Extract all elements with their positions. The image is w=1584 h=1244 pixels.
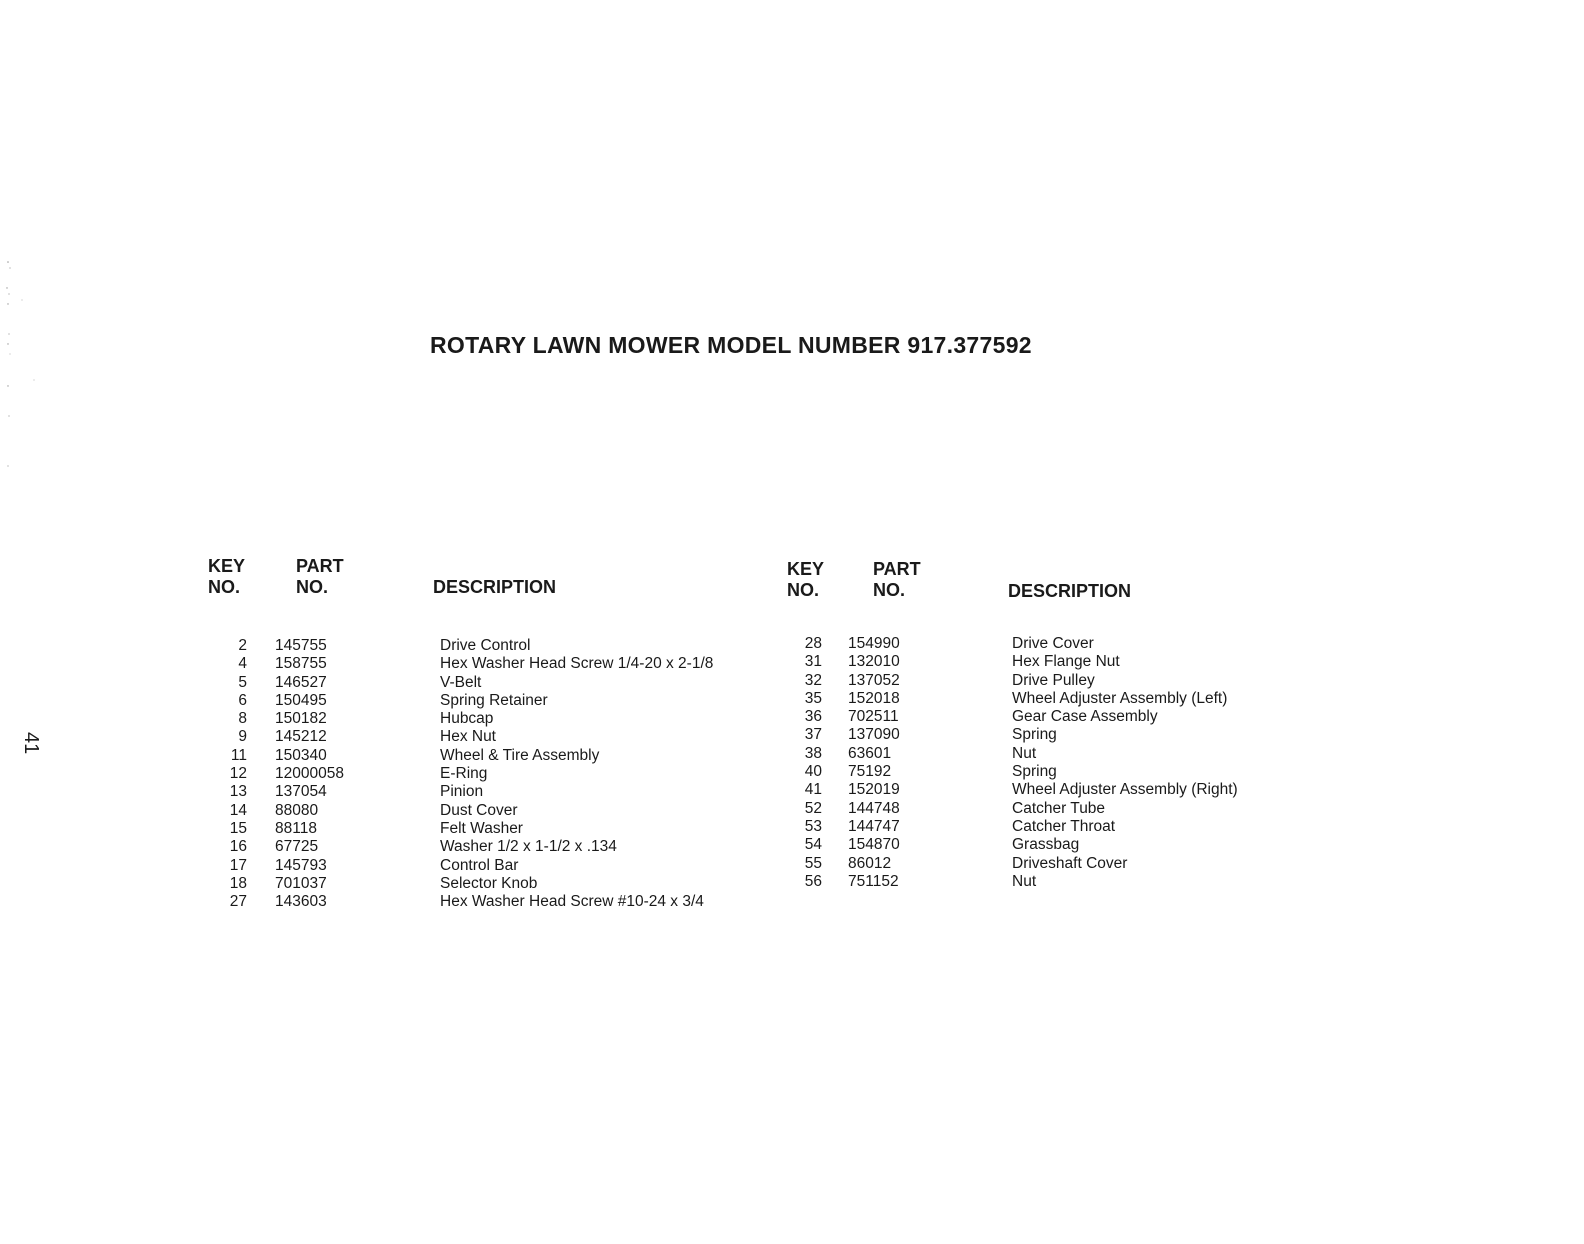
left-part-header-line2: NO. xyxy=(296,577,329,597)
part-number: 132010 xyxy=(848,653,900,671)
table-row xyxy=(780,690,1300,708)
part-description: Selector Knob xyxy=(440,874,538,892)
table-row xyxy=(200,820,760,838)
part-number: 702511 xyxy=(848,708,899,726)
left-part-header-line1: PART xyxy=(296,556,344,576)
part-description: Wheel & Tire Assembly xyxy=(440,746,600,764)
part-description: Driveshaft Cover xyxy=(1012,854,1128,872)
key-number: 14 xyxy=(229,801,247,819)
key-number: 37 xyxy=(804,726,822,744)
left-key-header xyxy=(208,556,245,598)
table-row xyxy=(780,855,1300,873)
part-number: 88118 xyxy=(275,819,317,837)
key-number: 2 xyxy=(238,637,247,654)
part-description: Hex Nut xyxy=(440,728,496,746)
key-number: 52 xyxy=(804,799,822,817)
key-number: 16 xyxy=(229,838,247,856)
key-number: 35 xyxy=(804,689,822,707)
part-description: Felt Washer xyxy=(440,819,523,837)
key-number: 28 xyxy=(804,635,822,652)
part-number: 88080 xyxy=(275,801,319,819)
table-row xyxy=(200,692,760,710)
table-row xyxy=(200,747,760,765)
part-number: 12000058 xyxy=(275,765,344,783)
part-number: 154870 xyxy=(848,836,900,854)
right-key-header-line1: KEY xyxy=(787,559,825,579)
part-number: 86012 xyxy=(848,854,892,872)
part-number: 146527 xyxy=(275,673,327,691)
key-number: 55 xyxy=(804,854,822,872)
table-row xyxy=(780,873,1300,891)
key-number: 27 xyxy=(229,893,247,911)
table-row xyxy=(780,818,1300,836)
part-number: 63601 xyxy=(848,744,892,762)
key-number: 54 xyxy=(804,836,822,854)
key-number: 38 xyxy=(804,744,822,762)
table-row xyxy=(200,802,760,820)
part-description: Wheel Adjuster Assembly (Left) xyxy=(1012,689,1228,707)
right-key-header xyxy=(787,559,824,601)
part-number: 701037 xyxy=(275,874,327,892)
part-description: Catcher Tube xyxy=(1012,799,1106,817)
right-description-header: DESCRIPTION xyxy=(1008,581,1132,601)
part-number: 152018 xyxy=(848,689,900,707)
part-description: Grassbag xyxy=(1012,836,1080,854)
table-row xyxy=(780,708,1300,726)
key-number: 31 xyxy=(804,653,822,671)
part-number: 75192 xyxy=(848,763,892,781)
part-description: Wheel Adjuster Assembly (Right) xyxy=(1012,781,1238,799)
left-description-header: DESCRIPTION xyxy=(433,577,557,597)
table-row xyxy=(780,836,1300,854)
part-number: 150495 xyxy=(275,691,327,709)
document-title: ROTARY LAWN MOWER MODEL NUMBER 917.377592 xyxy=(430,332,1032,358)
part-description: Dust Cover xyxy=(440,801,518,819)
part-description: Spring Retainer xyxy=(440,691,548,709)
table-row xyxy=(780,635,1300,653)
table-row xyxy=(780,653,1300,671)
right-part-header-line1: PART xyxy=(873,559,921,579)
table-row xyxy=(200,674,760,692)
part-number: 150340 xyxy=(275,746,327,764)
part-description: Gear Case Assembly xyxy=(1012,708,1158,726)
key-number: 5 xyxy=(238,673,247,691)
part-number: 150182 xyxy=(275,710,327,728)
part-description: Hubcap xyxy=(440,710,494,728)
key-number: 9 xyxy=(238,728,247,746)
left-key-header-line2: NO. xyxy=(208,577,241,597)
part-description: Hex Washer Head Screw 1/4-20 x 2-1/8 xyxy=(440,655,714,673)
key-number: 4 xyxy=(238,655,247,673)
right-key-header-line2: NO. xyxy=(787,580,820,600)
part-number: 144747 xyxy=(848,817,900,835)
part-description: Hex Flange Nut xyxy=(1012,653,1120,671)
part-number: 137090 xyxy=(848,726,900,744)
table-row xyxy=(780,672,1300,690)
table-row xyxy=(780,726,1300,744)
part-description: Hex Washer Head Screw #10-24 x 3/4 xyxy=(440,893,704,911)
key-number: 17 xyxy=(229,856,247,874)
part-number: 145755 xyxy=(275,637,327,654)
left-part-header xyxy=(296,556,344,598)
key-number: 32 xyxy=(804,671,822,689)
part-description: Control Bar xyxy=(440,856,519,874)
table-row xyxy=(200,893,760,911)
part-number: 154990 xyxy=(848,635,900,652)
right-parts-table xyxy=(780,635,1300,891)
table-row xyxy=(200,637,760,655)
part-description: Drive Pulley xyxy=(1012,671,1095,689)
key-number: 56 xyxy=(804,872,822,890)
left-key-header-line1: KEY xyxy=(208,556,246,576)
part-number: 67725 xyxy=(275,838,319,856)
table-row xyxy=(780,745,1300,763)
part-description: E-Ring xyxy=(440,765,488,783)
part-description: Drive Cover xyxy=(1012,635,1094,652)
right-part-header xyxy=(873,559,921,601)
part-description: Drive Control xyxy=(440,637,531,654)
part-number: 137054 xyxy=(275,783,327,801)
part-description: Nut xyxy=(1012,872,1037,890)
part-number: 143603 xyxy=(275,893,327,911)
table-row xyxy=(780,781,1300,799)
part-number: 751152 xyxy=(848,872,899,890)
part-number: 152019 xyxy=(848,781,900,799)
table-row xyxy=(200,857,760,875)
part-number: 158755 xyxy=(275,655,327,673)
table-row xyxy=(200,783,760,801)
part-number: 145793 xyxy=(275,856,327,874)
part-description: Washer 1/2 x 1-1/2 x .134 xyxy=(440,838,617,856)
key-number: 36 xyxy=(804,708,822,726)
scan-artifact-marks xyxy=(4,258,40,488)
key-number: 53 xyxy=(804,817,822,835)
part-description: Spring xyxy=(1012,763,1057,781)
table-row xyxy=(780,763,1300,781)
table-row xyxy=(200,710,760,728)
table-row xyxy=(780,800,1300,818)
key-number: 6 xyxy=(238,691,247,709)
table-row xyxy=(200,655,760,673)
table-row xyxy=(200,728,760,746)
part-description: Nut xyxy=(1012,744,1037,762)
right-part-header-line2: NO. xyxy=(873,580,906,600)
part-description: Catcher Throat xyxy=(1012,817,1116,835)
key-number: 12 xyxy=(229,765,247,783)
key-number: 41 xyxy=(804,781,822,799)
page-number: 41 xyxy=(20,732,42,755)
table-row xyxy=(200,838,760,856)
key-number: 11 xyxy=(230,746,247,764)
part-description: Pinion xyxy=(440,783,484,801)
part-description: V-Belt xyxy=(440,673,482,691)
table-row xyxy=(200,875,760,893)
key-number: 18 xyxy=(229,874,247,892)
key-number: 40 xyxy=(804,763,822,781)
key-number: 8 xyxy=(238,710,247,728)
key-number: 13 xyxy=(229,783,247,801)
left-parts-table xyxy=(200,637,760,911)
part-description: Spring xyxy=(1012,726,1057,744)
key-number: 15 xyxy=(229,819,247,837)
part-number: 145212 xyxy=(275,728,327,746)
table-row xyxy=(200,765,760,783)
part-number: 144748 xyxy=(848,799,900,817)
part-number: 137052 xyxy=(848,671,900,689)
